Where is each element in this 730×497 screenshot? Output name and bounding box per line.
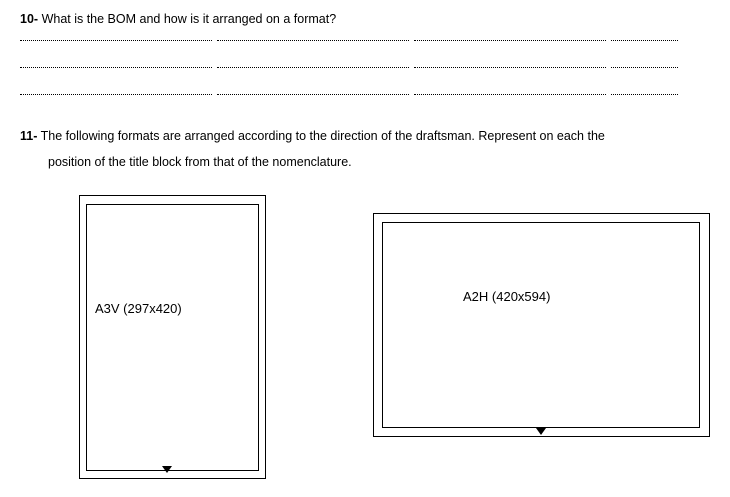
answer-line-1[interactable] <box>20 40 678 46</box>
answer-line-2[interactable] <box>20 67 678 73</box>
format-a3v-label: A3V (297x420) <box>95 301 182 316</box>
question-10-text: What is the BOM and how is it arranged on a format? <box>41 12 337 26</box>
question-11 <box>20 129 605 143</box>
question-11-line-2: position of the title block from that of the nomenclature. <box>48 155 352 169</box>
answer-line-3[interactable] <box>20 94 678 100</box>
question-11-line-1: The following formats are arranged according to the direction of the draftsman. Represent on each the <box>40 129 605 143</box>
orientation-marker-icon <box>162 466 172 473</box>
question-10 <box>20 12 336 26</box>
format-a3v-frame <box>86 204 259 471</box>
orientation-marker-icon <box>536 428 546 435</box>
format-a2h-label: A2H (420x594) <box>463 289 551 304</box>
question-11-number: 11- <box>20 129 38 143</box>
format-a2h-frame <box>382 222 700 428</box>
question-10-number: 10- <box>20 12 39 26</box>
